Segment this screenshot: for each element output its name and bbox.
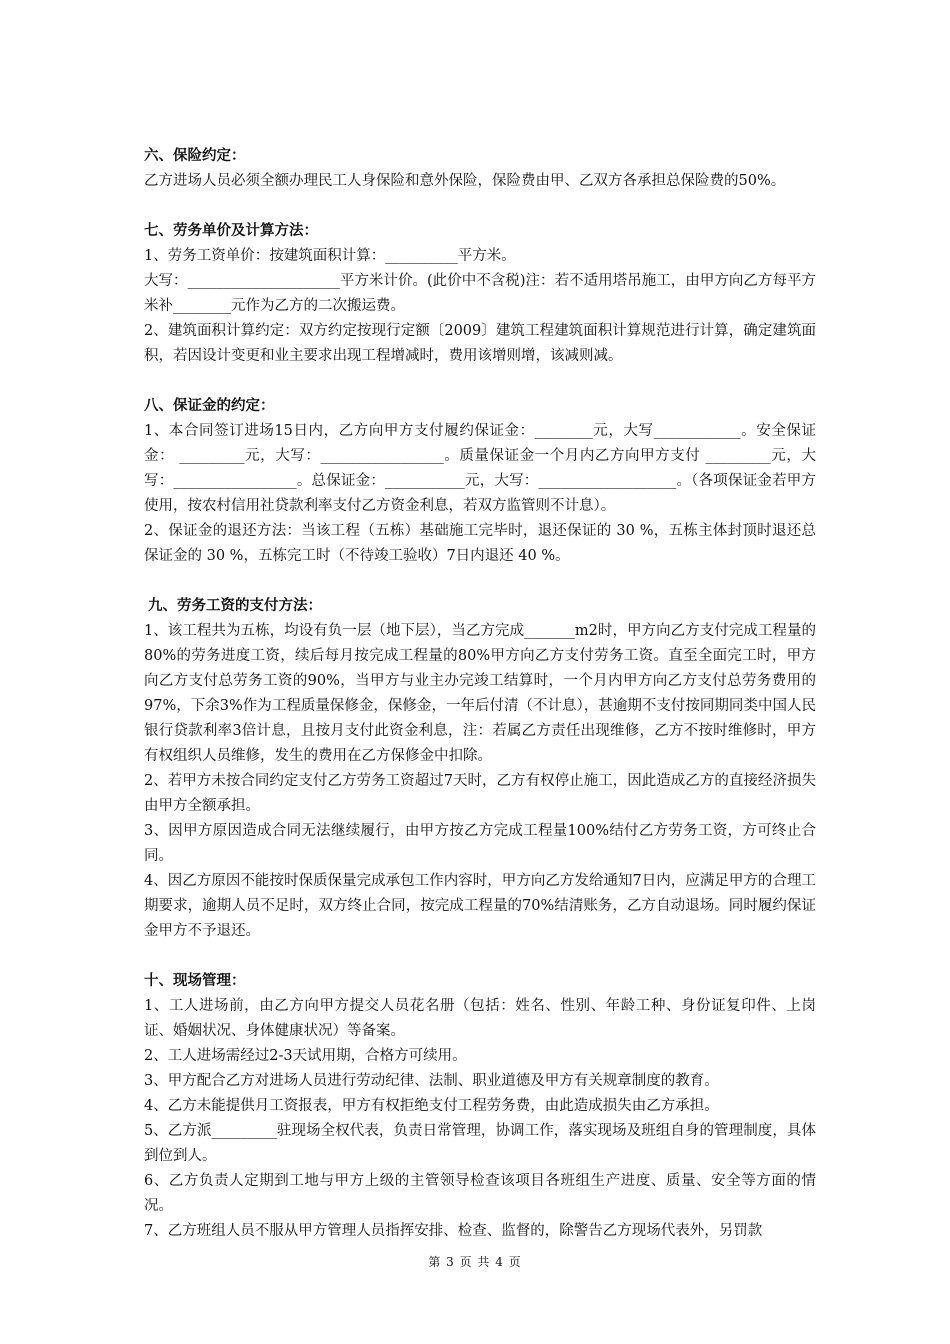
document-body [144,144,816,1269]
paragraph: 乙方进场人员必须全额办理民工人身保险和意外保险，保险费由甲、乙双方各承担总保险费的50%。 [144,173,786,189]
section-site-management [144,969,816,1244]
section-heading: 八、保证金的约定： [144,398,275,414]
section-wage-payment [144,594,816,944]
page-footer: 第 3 页 共 4 页 [428,1255,522,1269]
paragraph: 3、甲方配合乙方对进场人员进行劳动纪律、法制、职业道德及甲方有关规章制度的教育。 [144,1073,719,1089]
paragraph: 大写：_____________________平方米计价。(此价中不含税)注：若不适用塔吊施工，由甲方向乙方每平方米补________元作为乙方的二次搬运费。 [144,273,816,314]
section-heading: 九、劳务工资的支付方法： [148,598,322,614]
section-heading: 六、保险约定： [144,148,246,164]
section-heading: 十、现场管理： [144,973,246,989]
paragraph: 2、工人进场需经过2-3天试用期，合格方可续用。 [144,1048,467,1064]
section-deposit [144,394,816,569]
paragraph: 2、建筑面积计算约定：双方约定按现行定额〔2009〕建筑工程建筑面积计算规范进行计算，确定建筑面积，若因设计变更和业主要求出现工程增减时，费用该增则增，该减则减。 [144,323,816,364]
paragraph: 1、该工程共为五栋，均设有负一层（地下层），当乙方完成_______m2时，甲方向乙方支付完成工程量的80%的劳务进度工资，续后每月按完成工程量的80%甲方向乙方支付劳务工资。直至全面完工时，甲方向乙方支付总劳务工资的90%，当甲方与业主办完竣工结算时，一个月内甲方向乙方支付总劳务费用的97%，下余3%作为工程质量保修金，保修金，一年后付清（不计息），甚逾期不支付按同期同类中国人民银行贷款利率3倍计息，且按月支付此资金利息，注：若属乙方责任出现维修，乙方不按时维修时，甲方有权组织人员维修，发生的费用在乙方保修金中扣除。 [144,623,816,764]
section-labor-price [144,219,816,369]
paragraph: 3、因甲方原因造成合同无法继续履行，由甲方按乙方完成工程量100%结付乙方劳务工资，方可终止合同。 [144,823,816,864]
paragraph: 1、本合同签订进场15日内，乙方向甲方支付履约保证金：________元，大写____________。安全保证金： _________元，大写：_________________。质量保证金一个月内乙方向甲方支付 _________元，大写：_________________。总保证金：___________元，大写：___________________。（各项保证金若甲方使用，按农村信用社贷款利率支付乙方资金利息，若双方监管则不计息）。 [144,423,816,514]
paragraph: 1、工人进场前，由乙方向甲方提交人员花名册（包括：姓名、性别、年龄工种、身份证复印件、上岗证、婚姻状况、身体健康状况）等备案。 [144,998,816,1039]
paragraph: 5、乙方派_________驻现场全权代表，负责日常管理，协调工作，落实现场及班组自身的管理制度，具体到位到人。 [144,1123,816,1164]
paragraph: 4、因乙方原因不能按时保质保量完成承包工作内容时，甲方向乙方发给通知7日内，应满足甲方的合理工期要求，逾期人员不足时，双方终止合同，按完成工程量的70%结清账务，乙方自动退场。同时履约保证金甲方不予退还。 [144,873,816,939]
section-insurance [144,144,816,194]
paragraph: 1、劳务工资单价：按建筑面积计算：__________平方米。 [144,248,516,264]
paragraph: 6、乙方负责人定期到工地与甲方上级的主管领导检查该项目各班组生产进度、质量、安全等方面的情况。 [144,1173,816,1214]
paragraph: 7、乙方班组人员不服从甲方管理人员指挥安排、检查、监督的，除警告乙方现场代表外，另罚款 [144,1223,763,1239]
paragraph: 2、若甲方未按合同约定支付乙方劳务工资超过7天时，乙方有权停止施工，因此造成乙方的直接经济损失由甲方全额承担。 [144,773,816,814]
paragraph: 4、乙方未能提供月工资报表，甲方有权拒绝支付工程劳务费，由此造成损失由乙方承担。 [144,1098,719,1114]
section-heading: 七、劳务单价及计算方法： [144,223,318,239]
paragraph: 2、保证金的退还方法：当该工程（五栋）基础施工完毕时，退还保证的 30 %，五栋主体封顶时退还总保证金的 30 %，五栋完工时（不待竣工验收）7日内退还 40 %。 [144,523,816,564]
